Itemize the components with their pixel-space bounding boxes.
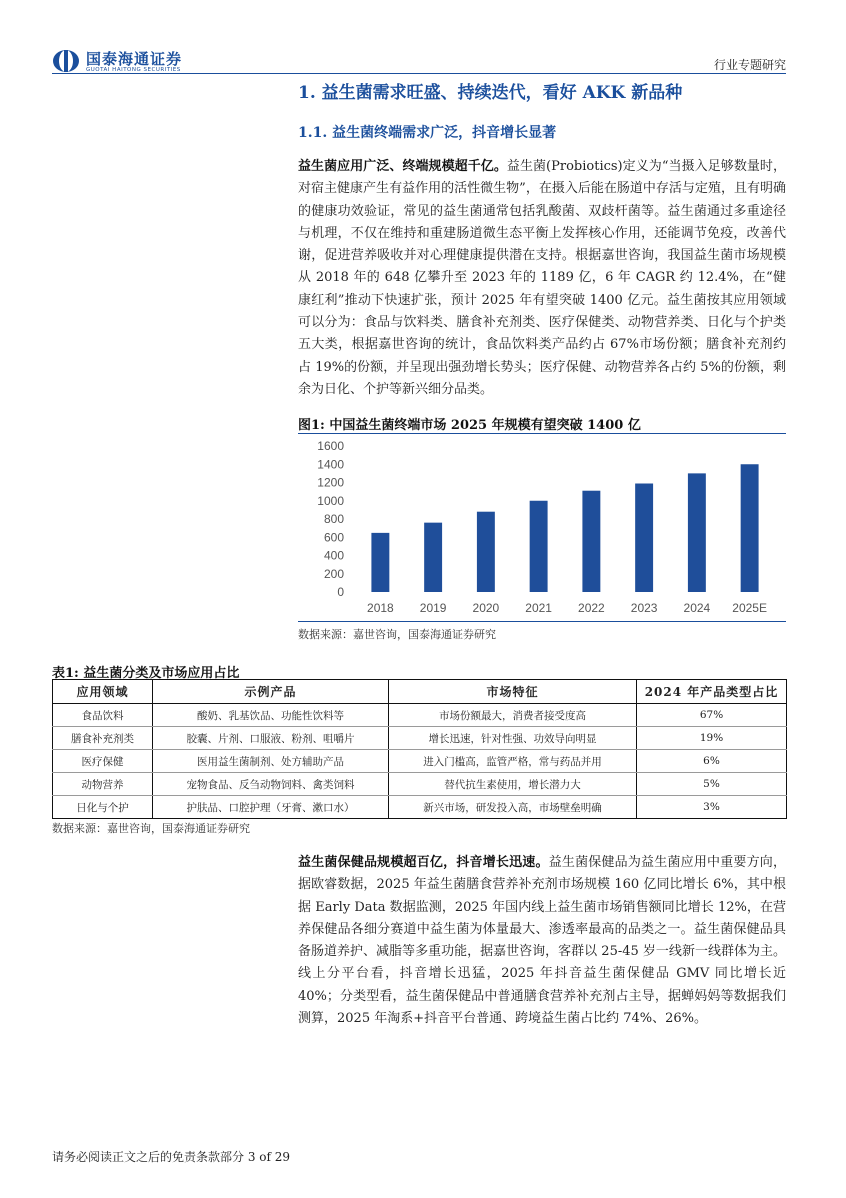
table-header-cell: 示例产品 (153, 680, 389, 704)
table-cell: 膳食补充剂类 (53, 727, 153, 750)
x-tick-label: 2020 (472, 601, 500, 615)
y-tick-label: 600 (323, 530, 344, 545)
bar (688, 473, 706, 592)
market-share-table (52, 679, 787, 819)
table-cell: 市场份额最大，消费者接受度高 (389, 704, 637, 727)
bar (424, 523, 442, 592)
table-row (53, 727, 787, 750)
table-row (53, 750, 787, 773)
bar (530, 501, 548, 592)
table-row (53, 796, 787, 819)
table-header-cell: 市场特征 (389, 680, 637, 704)
bar (371, 533, 389, 592)
report-type-label: 行业专题研究 (713, 58, 786, 72)
bar (582, 491, 600, 592)
y-tick-label: 200 (323, 566, 344, 581)
table-cell: 增长迅速，针对性强、功效导向明显 (389, 727, 637, 750)
bar-chart (298, 436, 786, 620)
table-source: 数据来源：嘉世咨询，国泰海通证券研究 (52, 822, 250, 835)
x-tick-label: 2021 (525, 601, 552, 615)
y-tick-label: 1200 (317, 475, 344, 490)
logo-text-cn: 国泰海通证券 (86, 50, 183, 68)
x-tick-label: 2018 (367, 601, 394, 615)
table-cell: 动物营养 (53, 773, 153, 796)
bar (741, 464, 759, 592)
table-cell: 3% (637, 796, 787, 819)
table-row (53, 773, 787, 796)
section-heading: 1. 益生菌需求旺盛、持续迭代，看好 AKK 新品种 (298, 83, 683, 103)
y-tick-label: 400 (323, 548, 344, 563)
x-tick-label: 2024 (683, 601, 711, 615)
table-title: 表1: 益生菌分类及市场应用占比 (52, 666, 240, 681)
figure-bottom-rule (298, 621, 786, 622)
header-divider (52, 73, 786, 74)
table-cell: 新兴市场，研发投入高，市场壁垒明确 (389, 796, 637, 819)
figure-title: 图1: 中国益生菌终端市场 2025 年规模有望突破 1400 亿 (298, 418, 641, 433)
table-cell: 胶囊、片剂、口服液、粉剂、咀嚼片 (153, 727, 389, 750)
x-tick-label: 2019 (419, 601, 447, 615)
table-header-cell: 应用领域 (53, 680, 153, 704)
table-cell: 替代抗生素使用，增长潜力大 (389, 773, 637, 796)
figure-source: 数据来源：嘉世咨询，国泰海通证券研究 (298, 628, 496, 641)
x-tick-label: 2025E (732, 601, 767, 615)
paragraph-text: 益生菌保健品为益生菌应用中重要方向，据欧睿数据，2025 年益生菌膳食营养补充剂市场规模 160 亿同比增长 6%，其中根据 Early Data 数据监测，2025 年国内线上益生菌市场销售额同比增长 12%，在营养保健品各细分赛道中益生菌为体量最大、渗透率最高的品类之一。益生菌保健品具备肠道养护、减脂等多重功能，据嘉世咨询，客群以 25-45 岁一线新一线群体为主。线上分平台看，抖音增长迅猛，2025 年抖音益生菌保健品 GMV 同比增长近 40%；分类型看，益生菌保健品中普通膳食营养补充剂占主导，据蝉妈妈等数据我们测算，2025 年淘系+抖音平台普通、跨境益生菌占比约 74%、26%。 (298, 855, 786, 1027)
y-tick-label: 1400 (317, 457, 344, 472)
paragraph-text: 益生菌(Probiotics)定义为“当摄入足够数量时，对宿主健康产生有益作用的活性微生物”，在摄入后能在肠道中存活与定殖，且有明确的健康功效验证，常见的益生菌通常包括乳酸菌、双歧杆菌等。益生菌通过多重途径与机理，不仅在维持和重建肠道微生态平衡上发挥核心作用，还能调节免疫，改善代谢，促进营养吸收并对心理健康提供潜在支持。根据嘉世咨询，我国益生菌市场规模从 2018 年的 648 亿攀升至 2023 年的 1189 亿，6 年 CAGR 约 12.4%，在“健康红利”推动下快速扩张，预计 2025 年有望突破 1400 亿元。益生菌按其应用领域可以分为：食品与饮料类、膳食补充剂类、医疗保健类、动物营养类、日化与个护类五大类，根据嘉世咨询的统计，食品饮料类产品约占 67%市场份额；膳食补充剂约占 19%的份额，并呈现出强劲增长势头；医疗保健、动物营养各占约 5%的份额，剩余为日化、个护等新兴细分品类。 (298, 159, 786, 397)
table-cell: 5% (637, 773, 787, 796)
bar (635, 484, 653, 592)
figure-top-rule (298, 433, 786, 434)
table-cell: 酸奶、乳基饮品、功能性饮料等 (153, 704, 389, 727)
table-cell: 医用益生菌制剂、处方辅助产品 (153, 750, 389, 773)
table-cell: 日化与个护 (53, 796, 153, 819)
y-tick-label: 1000 (317, 493, 344, 508)
table-cell: 19% (637, 727, 787, 750)
company-logo (52, 48, 212, 76)
body-paragraph-2 (298, 852, 786, 1030)
x-tick-label: 2022 (578, 601, 605, 615)
paragraph-lead: 益生菌应用广泛、终端规模超千亿。 (298, 159, 507, 174)
table-header-cell: 2024 年产品类型占比 (637, 680, 787, 704)
logo-text-en: GUOTAI HAITONG SECURITIES (86, 67, 181, 73)
table-header-row (53, 680, 787, 704)
logo-mark-icon (52, 49, 80, 73)
table-cell: 进入门槛高，监管严格，常与药品并用 (389, 750, 637, 773)
table-cell: 食品饮料 (53, 704, 153, 727)
subsection-heading: 1.1. 益生菌终端需求广泛，抖音增长显著 (298, 125, 557, 141)
table-cell: 医疗保健 (53, 750, 153, 773)
body-paragraph-1 (298, 156, 786, 401)
paragraph-lead: 益生菌保健品规模超百亿，抖音增长迅速。 (298, 855, 549, 870)
table-cell: 宠物食品、反刍动物饲料、禽类饲料 (153, 773, 389, 796)
y-tick-label: 1600 (317, 439, 344, 453)
y-tick-label: 0 (337, 585, 344, 599)
table-row (53, 704, 787, 727)
bar (477, 512, 495, 592)
table-cell: 护肤品、口腔护理（牙膏、漱口水） (153, 796, 389, 819)
footer-disclaimer: 请务必阅读正文之后的免责条款部分 3 of 29 (52, 1150, 291, 1164)
table-cell: 6% (637, 750, 787, 773)
y-tick-label: 800 (323, 512, 344, 526)
table-cell: 67% (637, 704, 787, 727)
x-tick-label: 2023 (630, 601, 658, 615)
